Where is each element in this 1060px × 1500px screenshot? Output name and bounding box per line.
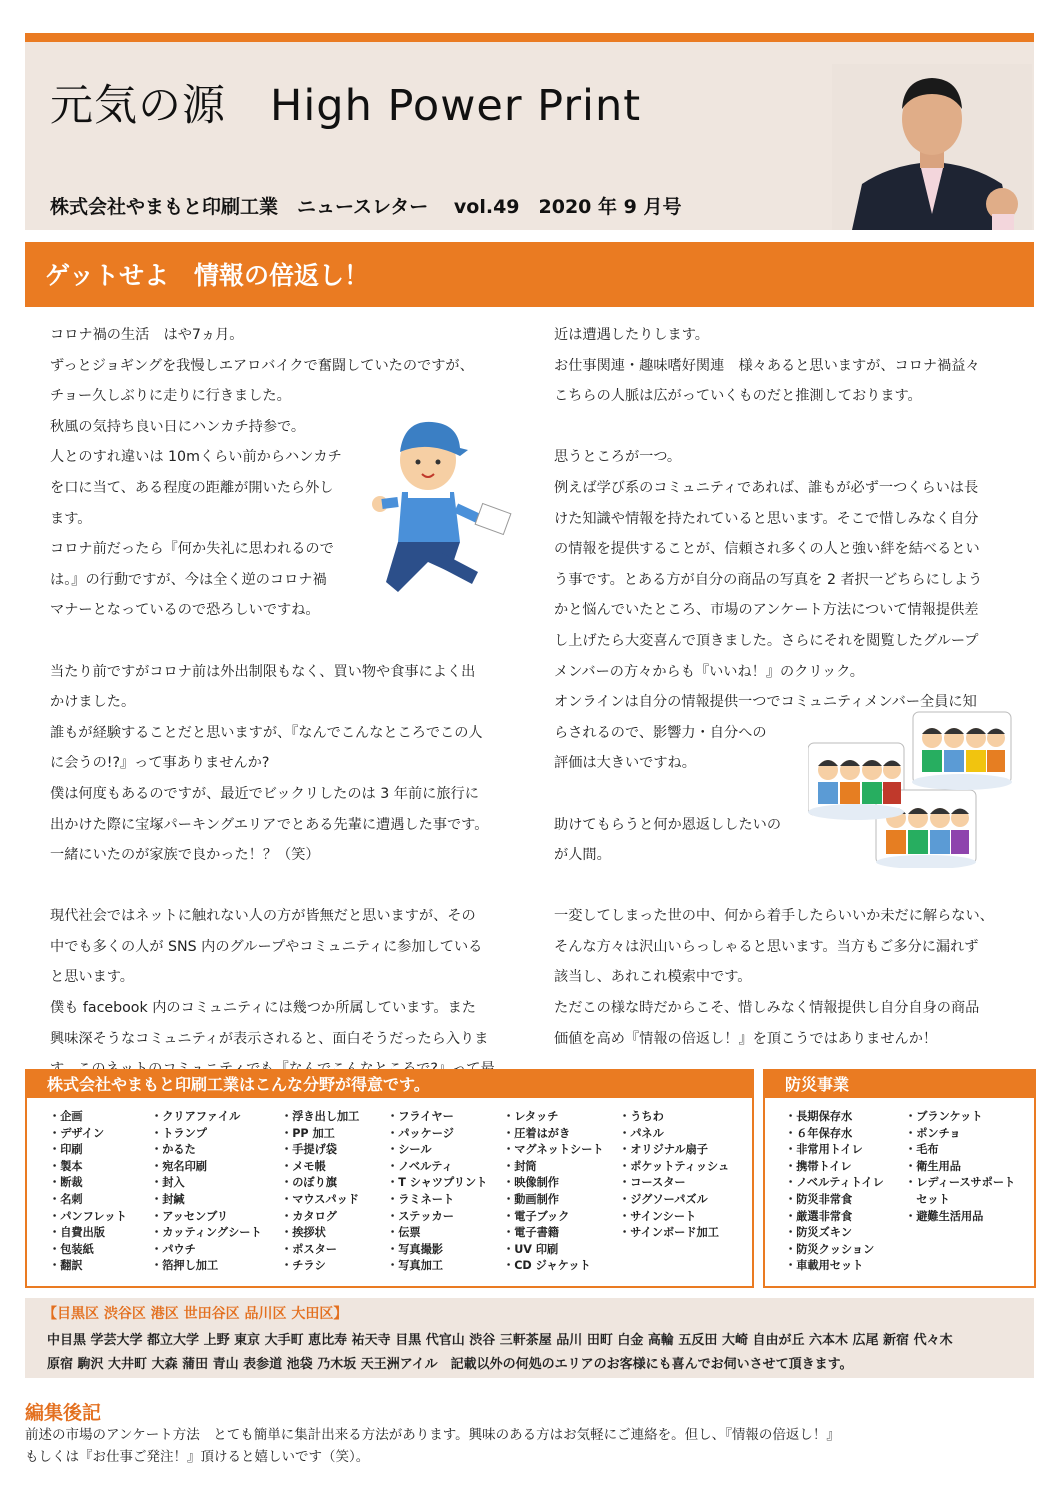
disaster-list-2 [905, 1109, 1015, 1225]
list-item: ・写真加工 [387, 1259, 443, 1273]
services-list-2 [151, 1109, 262, 1275]
list-item: ・パウチ [151, 1242, 196, 1256]
list-item: ・ステッカー [387, 1209, 454, 1223]
article-line: ずっとジョギングを我慢しエアロバイクで奮闘していたのですが、 [50, 357, 474, 374]
header-top-bar [25, 33, 1034, 42]
list-item: ・手提げ袋 [281, 1143, 337, 1157]
services-list-4 [387, 1109, 487, 1275]
list-item: ・コースター [619, 1176, 686, 1190]
list-item: ・写真撮影 [387, 1242, 443, 1256]
list-item: ・チラシ [281, 1259, 326, 1273]
article-line: 中でも多くの人が SNS 内のグループやコミュニティに参加している [50, 938, 483, 955]
article-line: オンラインは自分の情報提供一つでコミュニティメンバー全員に知 [554, 694, 977, 711]
services-list-1 [49, 1109, 127, 1275]
services-box [25, 1069, 754, 1288]
article-banner [25, 242, 1034, 307]
article-line: らされるので、影響力・自分への [554, 724, 767, 741]
article-line [50, 626, 520, 657]
list-item: ・デザイン [49, 1126, 105, 1140]
list-item: ・うちわ [619, 1110, 664, 1123]
list-item: ・防災非常食 [785, 1192, 853, 1206]
list-item: ・CD ジャケット [503, 1259, 591, 1273]
list-item: ・車載用セット [785, 1259, 864, 1273]
list-item: ・毛布 [905, 1143, 939, 1157]
article-line: 人とのすれ違いは 10mくらい前からハンカチ [50, 449, 342, 466]
list-item: ・パンフレット [49, 1209, 127, 1223]
list-item: ・浮き出し加工 [281, 1110, 360, 1123]
runner-illustration-icon [368, 412, 518, 604]
article-line: ただこの様な時だからこそ、惜しみなく情報提供し自分自身の商品 [554, 1000, 980, 1017]
newsletter-subtitle: 株式会社やまもと印刷工業 ニュースレター vol.49 2020 年 9 月号 [50, 196, 682, 218]
list-item: ・包装紙 [49, 1242, 94, 1256]
article-line: 評価は大きいですね。 [554, 755, 696, 772]
newsletter-title: 元気の源 High Power Print [50, 81, 642, 131]
article-line: に会うの!?』って事ありませんか? [50, 755, 270, 772]
list-item: ・レディースサポート [905, 1176, 1016, 1190]
list-item: ・オリジナル扇子 [619, 1143, 708, 1157]
article-line: 秋風の気持ち良い日にハンカチ持参で。 [50, 418, 306, 435]
article-line: 価値を高め『情報の倍返し！』を頂こうではありませんか！ [554, 1030, 938, 1047]
list-item: ・フライヤー [387, 1110, 454, 1123]
list-item: ・映像制作 [503, 1176, 559, 1190]
list-item: ・カッティングシート [151, 1226, 262, 1240]
editor-heading: 編集後記 [25, 1402, 102, 1424]
list-item: ・封入 [151, 1176, 185, 1190]
list-item: ・名刺 [49, 1192, 83, 1206]
list-item: ・箔押し加工 [151, 1259, 219, 1273]
article-column-right [554, 320, 1024, 1054]
list-item: ・マウスパッド [281, 1192, 359, 1206]
article-line: そんな方々は沢山いらっしゃると思います。当方もご多分に漏れず [554, 938, 979, 955]
list-item: ・ノベルティ [387, 1159, 453, 1173]
list-item: ・翻訳 [49, 1259, 83, 1273]
article-line: は。』の行動ですが、今は全く逆のコロナ禍 [50, 571, 327, 588]
list-item: ・サインシート [619, 1209, 697, 1223]
article-line: を口に当て、ある程度の距離が開いたら外し [50, 479, 334, 496]
list-item: ・自費出版 [49, 1226, 105, 1240]
list-item: ・印刷 [49, 1143, 83, 1157]
service-areas [25, 1298, 1034, 1378]
list-item: ・携帯トイレ [785, 1159, 852, 1173]
article-line: かけました。 [50, 694, 136, 711]
article-line: こちらの人脈は広がっていくものだと推測しております。 [554, 388, 922, 405]
article-line: し上げたら大変喜んで頂きました。さらにそれを閲覧したグループ [554, 632, 979, 649]
list-item: ・ブランケット [905, 1110, 983, 1123]
article-line: 僕は何度もあるのですが、最近でビックリしたのは 3 年前に旅行に [50, 785, 479, 802]
article-line: う事です。とある方が自分の商品の写真を 2 者択一どちらにしよう [554, 571, 983, 588]
article-line: 当たり前ですがコロナ前は外出制限もなく、買い物や食事によく出 [50, 663, 476, 680]
list-item: ・非常用トイレ [785, 1143, 863, 1157]
list-item: ・挨拶状 [281, 1226, 326, 1240]
list-item: ・電子書籍 [503, 1226, 559, 1240]
services-list-6 [619, 1109, 729, 1242]
list-item: ・厳選非常食 [785, 1209, 853, 1223]
list-item: ・T シャツプリント [387, 1176, 488, 1190]
list-item: ・マグネットシート [503, 1143, 604, 1157]
list-item: ・サインボード加工 [619, 1226, 719, 1240]
article-line: コロナ禍の生活 はや7ヵ月。 [50, 327, 244, 343]
areas-heading: 【目黒区 渋谷区 港区 世田谷区 品川区 大田区】 [43, 1306, 348, 1322]
disaster-box [763, 1069, 1036, 1288]
list-item: ・ポンチョ [905, 1126, 961, 1140]
article-line: 興味深そうなコミュニティが表示されると、面白そうだったら入りま [50, 1030, 489, 1047]
list-item: ・メモ帳 [281, 1159, 326, 1173]
article-line: マナーとなっているので恐ろしいですね。 [50, 602, 320, 619]
editor-line-2: もしくは『お仕事ご発注！』頂けると嬉しいです（笑）。 [25, 1449, 370, 1465]
list-item: ・断裁 [49, 1176, 83, 1190]
list-item: ・パネル [619, 1126, 664, 1140]
list-item: ・封筒 [503, 1159, 537, 1173]
article-line: 現代社会ではネットに触れない人の方が皆無だと思いますが、その [50, 908, 476, 925]
portrait-photo-icon [832, 64, 1032, 230]
article-line: 一緒にいたのが家族で良かった！？（笑） [50, 847, 320, 864]
list-item: ・避難生活用品 [905, 1209, 984, 1223]
article-line: かと悩んでいたところ、市場のアンケート方法について情報提供差 [554, 602, 979, 619]
list-item: ・製本 [49, 1159, 83, 1173]
article-line: の情報を提供することが、信頼され多くの人と強い絆を結べるとい [554, 541, 980, 558]
article-line: ます。 [50, 510, 92, 527]
article-line: 一変してしまった世の中、何から着手したらいいか未だに解らない、 [554, 908, 994, 925]
list-item: ・圧着はがき [503, 1126, 571, 1140]
list-item: ・アッセンブリ [151, 1209, 229, 1223]
article-line: 近は遭遇したりします。 [554, 327, 709, 343]
article-line: 助けてもらうと何か恩返ししたいの [554, 816, 782, 833]
list-item: ・企画 [49, 1110, 83, 1123]
article-line [554, 412, 1024, 443]
list-item: ・衛生用品 [905, 1159, 961, 1173]
list-item: ・ノベルティトイレ [785, 1176, 884, 1190]
list-item: ・ラミネート [387, 1192, 455, 1206]
list-item: ・のぼり旗 [281, 1176, 337, 1190]
article-line: と思います。 [50, 969, 134, 986]
list-item: ・PP 加工 [281, 1126, 335, 1140]
list-item: ・防災クッション [785, 1242, 875, 1256]
editor-line-1: 前述の市場のアンケート方法 とても簡単に集計出来る方法があります。興味のある方はお気軽にご連絡を。但し、『情報の倍返し！』 [25, 1427, 840, 1443]
article-line: 出かけた際に宝塚パーキングエリアでとある先輩に遭遇した事です。 [50, 816, 489, 833]
newsletter-header [25, 42, 1034, 230]
article-line: 誰もが経験することだと思いますが、『なんでこんなところでこの人 [50, 724, 483, 741]
list-item: セット [905, 1192, 950, 1206]
article-title: ゲットせよ 情報の倍返し！ [45, 261, 370, 290]
article-line: けた知識や情報を持たれていると思います。そこで惜しみなく自分 [554, 510, 979, 527]
services-list-5 [503, 1109, 604, 1275]
list-item: ・防災ズキン [785, 1226, 853, 1240]
list-item: ・シール [387, 1143, 432, 1157]
disaster-title: 防災事業 [765, 1071, 1034, 1098]
article-line: お仕事関連・趣味嗜好関連 様々あると思いますが、コロナ禍益々 [554, 357, 980, 374]
list-item: ・動画制作 [503, 1192, 559, 1206]
list-item: ・レタッチ [503, 1110, 559, 1123]
article-line [554, 871, 1024, 902]
list-item: ・電子ブック [503, 1209, 570, 1223]
article-line: コロナ前だったら『何か失礼に思われるので [50, 541, 334, 558]
list-item: ・カタログ [281, 1209, 337, 1223]
list-item: ・宛名印刷 [151, 1159, 207, 1173]
services-list-3 [281, 1109, 359, 1275]
article-line: 思うところが一つ。 [554, 449, 682, 466]
community-illustration-icon [808, 708, 1013, 868]
list-item: ・トランプ [151, 1126, 207, 1140]
list-item: ・UV 印刷 [503, 1242, 559, 1256]
list-item: ・パッケージ [387, 1126, 454, 1140]
article-line [50, 871, 520, 902]
list-item: ・クリアファイル [151, 1110, 241, 1123]
article-line: 該当し、あれこれ模索中です。 [554, 969, 752, 986]
article-line: チョー久しぶりに走りに行きました。 [50, 388, 291, 405]
list-item: ・ジグソーパズル [619, 1192, 708, 1206]
article-line: 例えば学び系のコミュニティであれば、誰もが必ず一つくらいは長 [554, 479, 979, 496]
areas-line-1: 中目黒 学芸大学 都立大学 上野 東京 大手町 恵比寿 祐天寺 目黒 代官山 渋谷 三軒茶屋 品川 田町 白金 高輪 五反田 大崎 自由が丘 六本木 広尾 新宿 代々木 [47, 1333, 953, 1348]
article-line: 僕も facebook 内のコミュニティには幾つか所属しています。また [50, 1000, 476, 1017]
article-line: メンバーの方々からも『いいね！』のクリック。 [554, 663, 864, 680]
list-item: ・伝票 [387, 1226, 421, 1240]
disaster-list-1 [785, 1109, 884, 1275]
list-item: ・封緘 [151, 1192, 185, 1206]
areas-line-2: 原宿 駒沢 大井町 大森 蒲田 青山 表参道 池袋 乃木坂 天王洲アイル 記載以外の何処のエリアのお客様にも喜んでお伺いさせて頂きます。 [47, 1357, 853, 1372]
article-line: が人間。 [554, 847, 611, 864]
list-item: ・長期保存水 [785, 1110, 853, 1123]
list-item: ・６年保存水 [785, 1126, 853, 1140]
list-item: ・ポケットティッシュ [619, 1159, 730, 1173]
editor-note [25, 1424, 840, 1468]
list-item: ・かるた [151, 1143, 196, 1157]
services-title: 株式会社やまもと印刷工業はこんな分野が得意です。 [27, 1071, 752, 1098]
list-item: ・ポスター [281, 1242, 337, 1256]
